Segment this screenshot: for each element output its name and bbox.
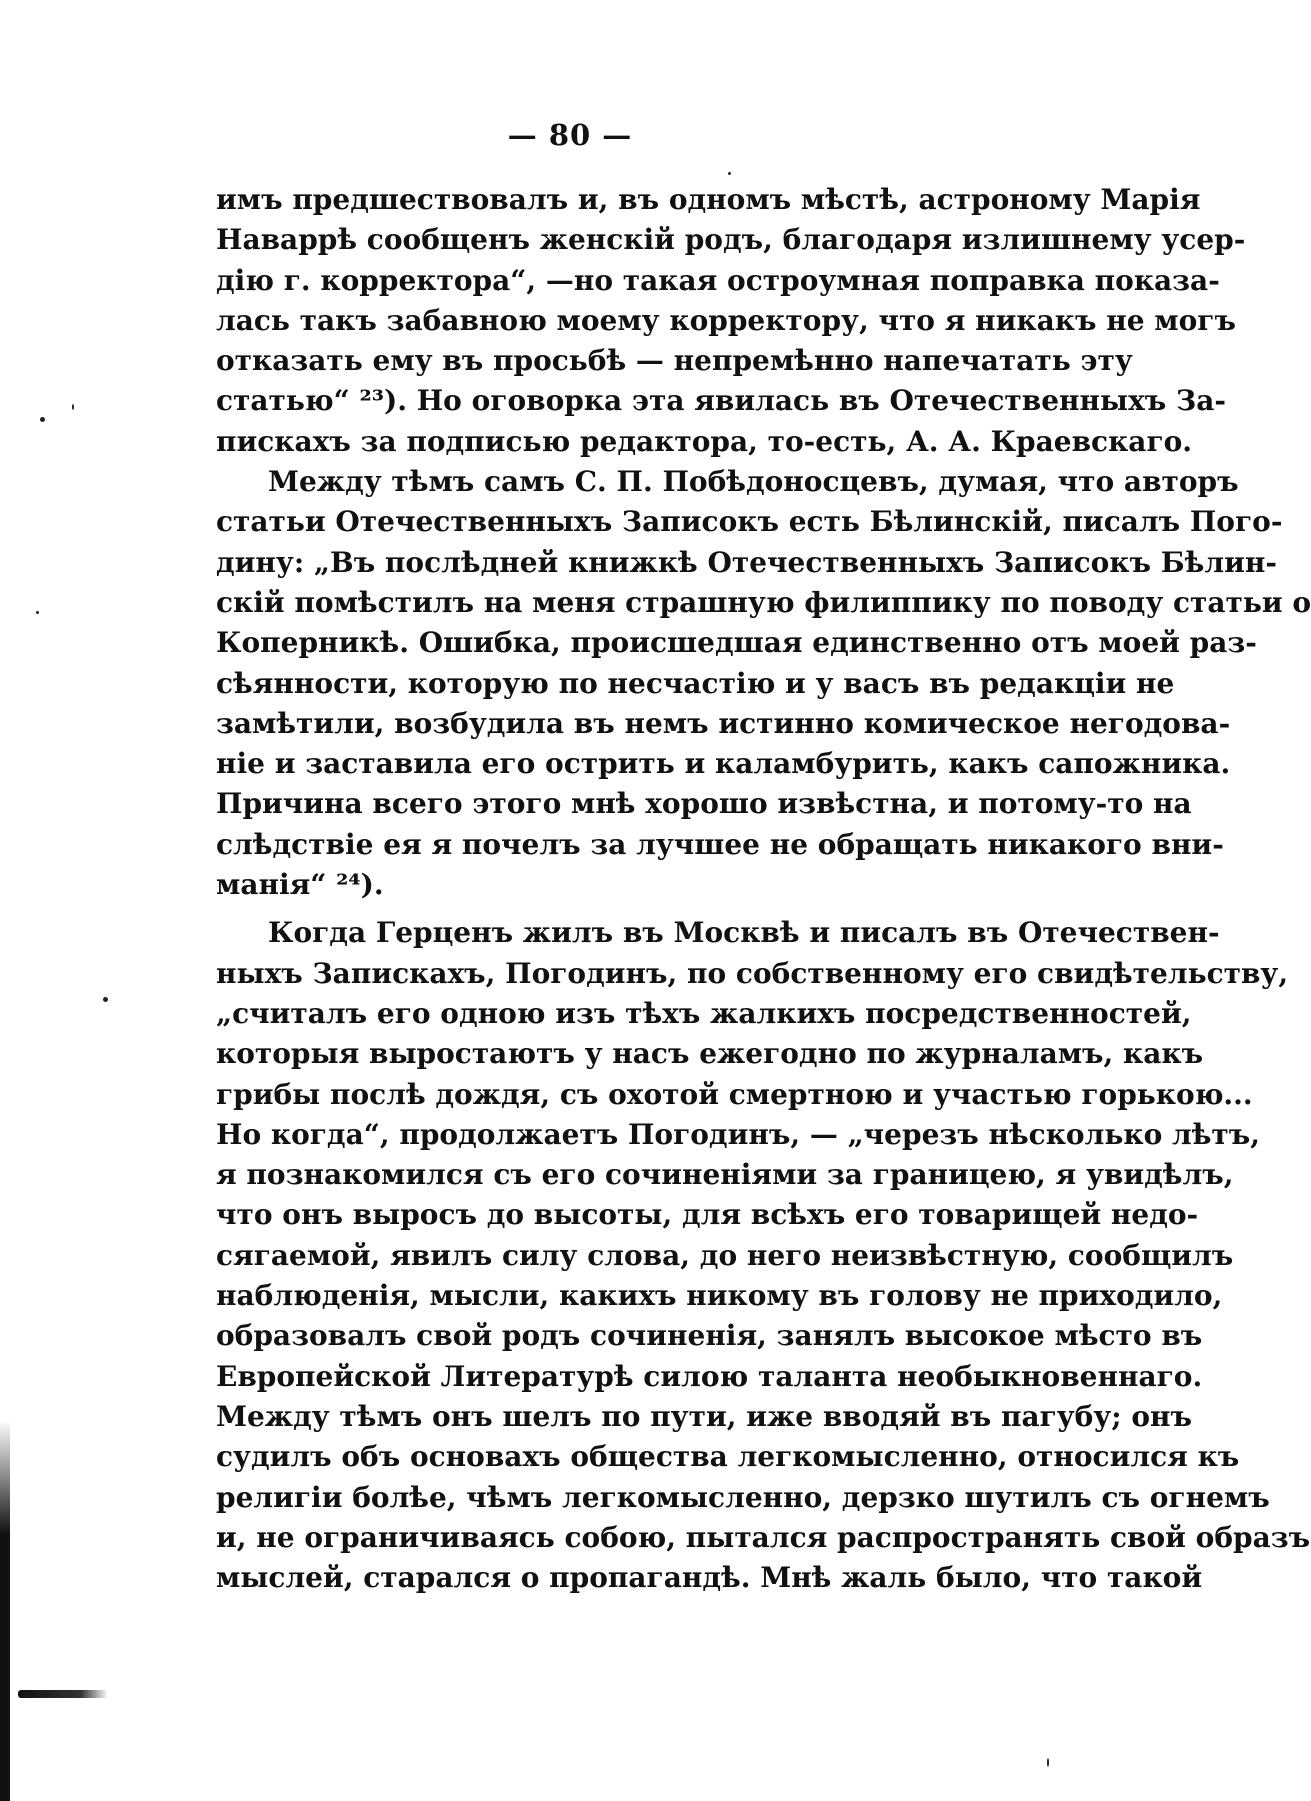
text-line: „считалъ его одною изъ тѣхъ жалкихъ посредственностей,	[216, 996, 1192, 1030]
text-line: образовалъ свой родъ сочиненія, занялъ высокое мѣсто въ	[216, 1319, 1203, 1353]
body-text	[216, 180, 1311, 1598]
text-line: отказать ему въ просьбѣ — непремѣнно напечатать эту	[216, 344, 1133, 378]
text-line: пискахъ за подписью редактора, то-есть, А. А. Краевскаго.	[216, 424, 1193, 458]
scan-speck	[36, 611, 39, 614]
text-line: замѣтили, возбудила въ немъ истинно комическое негодова-	[216, 706, 1231, 740]
text-line: я познакомился съ его сочиненіями за границею, я увидѣлъ,	[216, 1158, 1234, 1192]
text-line: дію г. корректора“, —но такая остроумная поправка показа-	[216, 263, 1220, 297]
text-line: которыя выростаютъ у насъ ежегодно по журналамъ, какъ	[216, 1037, 1204, 1071]
scan-speck	[72, 404, 74, 410]
text-line: Между тѣмъ онъ шелъ по пути, иже вводяй въ пагубу; онъ	[216, 1399, 1193, 1433]
text-line: что онъ выросъ до высоты, для всѣхъ его товарищей недо-	[216, 1198, 1199, 1232]
text-line: скій помѣстилъ на меня страшную филиппику по поводу статьи о	[216, 585, 1311, 619]
scan-edge-shadow	[0, 1420, 10, 1801]
text-line: статьи Отечественныхъ Записокъ есть Бѣлинскій, писалъ Пого-	[216, 505, 1283, 539]
paragraph-gap	[216, 905, 1066, 913]
scan-speck	[1047, 1758, 1049, 1767]
text-line: сѣянности, которую по несчастію и у васъ въ редакціи не	[216, 666, 1175, 700]
text-line: статью“ ²³). Но оговорка эта явилась въ Отечественныхъ За-	[216, 384, 1226, 418]
text-line: и, не ограничиваясь собою, пытался распространять свой образъ	[216, 1520, 1311, 1554]
text-line: мыслей, старался о пропагандѣ. Мнѣ жаль было, что такой	[216, 1561, 1203, 1595]
text-line: ніе и заставила его острить и каламбурить, какъ сапожника.	[216, 747, 1231, 781]
text-line: имъ предшествовалъ и, въ одномъ мѣстѣ, астроному Марія	[216, 183, 1201, 216]
text-line: наблюденія, мысли, какихъ никому въ голову не приходило,	[216, 1279, 1223, 1313]
text-line: ныхъ Запискахъ, Погодинъ, по собственному его свидѣтельству,	[216, 956, 1289, 990]
text-line: манія“ ²⁴).	[216, 868, 384, 902]
page-number: — 80 —	[507, 118, 633, 152]
scan-speck	[728, 172, 731, 175]
text-line: сягаемой, явилъ силу слова, до него неизвѣстную, сообщилъ	[216, 1238, 1234, 1272]
paragraph-start-line: Когда Герценъ жилъ въ Москвѣ и писалъ въ Отечествен-	[268, 916, 1220, 950]
text-line: дину: „Въ послѣдней книжкѣ Отечественныхъ Записокъ Бѣлин-	[216, 545, 1277, 579]
scan-speck	[40, 417, 45, 422]
text-line: Коперникѣ. Ошибка, происшедшая единственно отъ моей раз-	[216, 626, 1257, 660]
text-line: Причина всего этого мнѣ хорошо извѣстна, и потому-то на	[216, 787, 1192, 821]
text-line: слѣдствіе ея я почелъ за лучшее не обращать никакого вни-	[216, 827, 1224, 861]
text-line: Европейской Литературѣ силою таланта необыкновеннаго.	[216, 1359, 1203, 1393]
text-line: Но когда“, продолжаетъ Погодинъ, — „черезъ нѣсколько лѣтъ,	[216, 1117, 1260, 1151]
paragraph-start-line: Между тѣмъ самъ С. П. Побѣдоносцевъ, думая, что авторъ	[268, 465, 1239, 499]
text-line: лась такъ забавною моему корректору, что я никакъ не могъ	[216, 303, 1236, 337]
scan-speck	[103, 997, 108, 1002]
text-line: религіи болѣе, чѣмъ легкомысленно, дерзко шутилъ съ огнемъ	[216, 1480, 1270, 1514]
text-line: судилъ объ основахъ общества легкомысленно, относился къ	[216, 1440, 1240, 1474]
text-line: Наваррѣ сообщенъ женскій родъ, благодаря излишнему усер-	[216, 223, 1246, 257]
scan-edge-mark	[18, 1690, 108, 1698]
text-line: грибы послѣ дождя, съ охотой смертною и участью горькою...	[216, 1077, 1253, 1111]
